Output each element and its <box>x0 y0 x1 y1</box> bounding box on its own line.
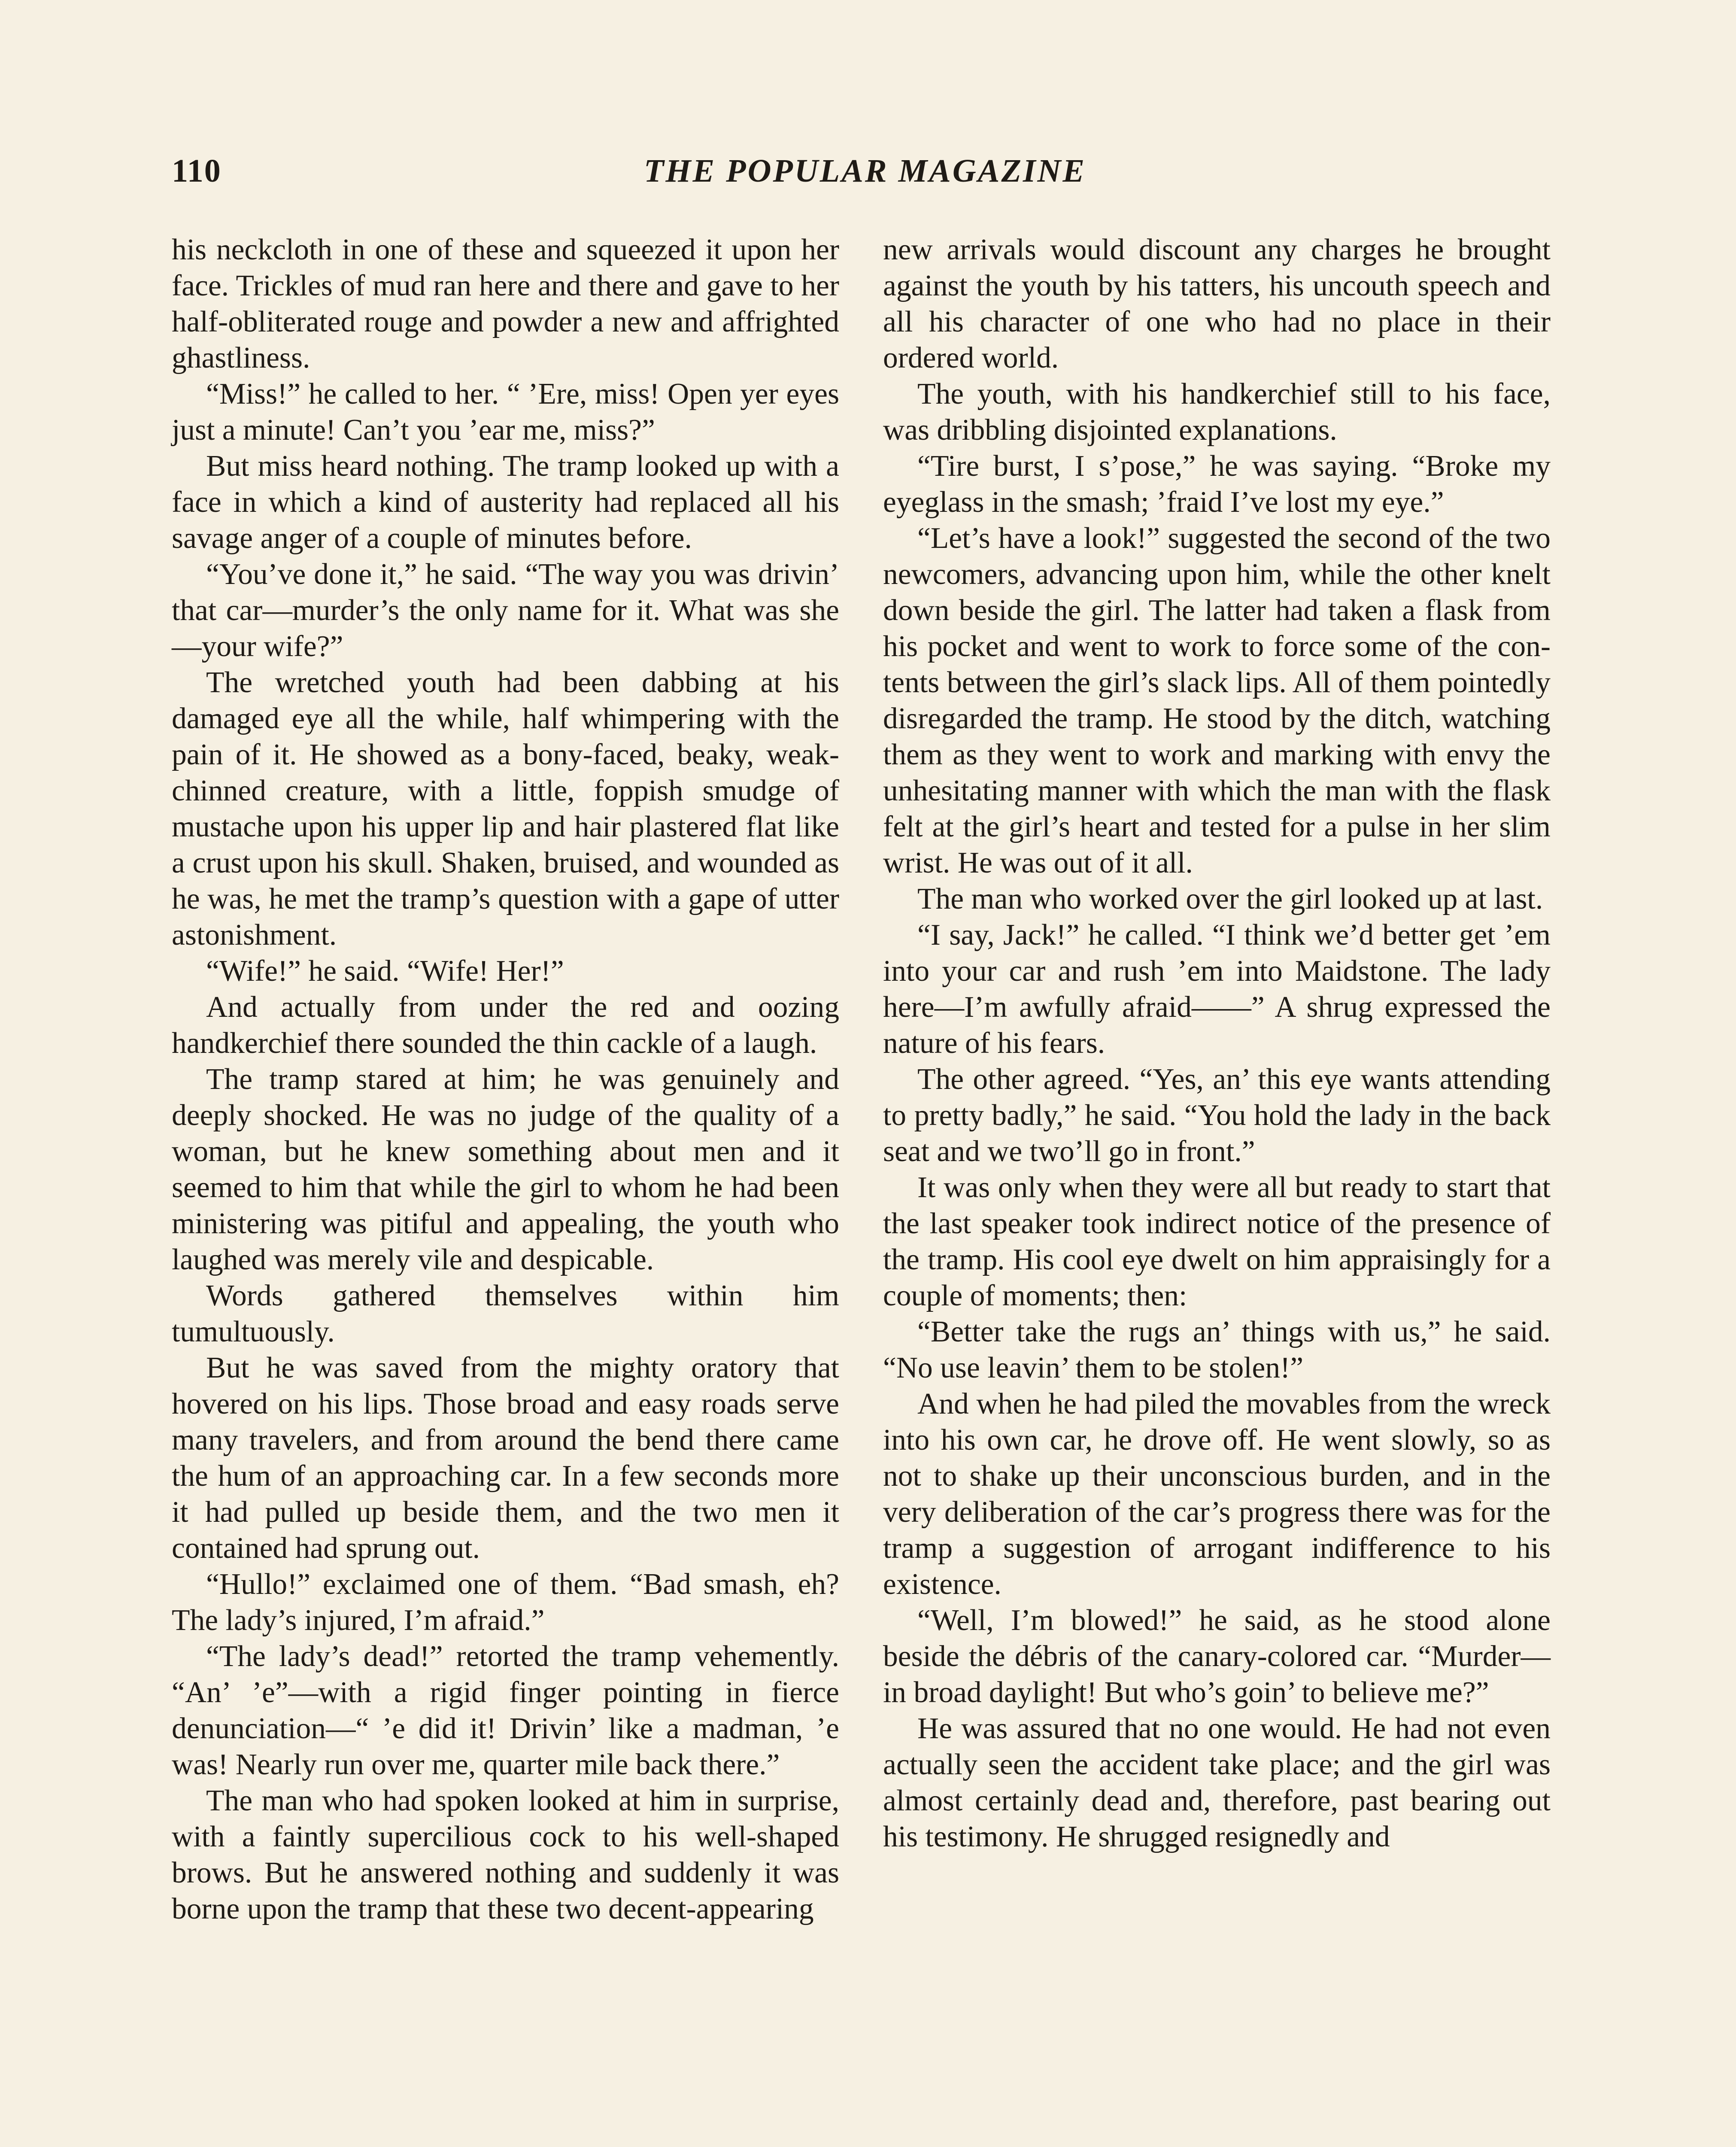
paragraph: “Let’s have a look!” suggested the second of the two newcomers, advancing upon him, while the other knelt down beside the girl. The latter had taken a flask from his pocket and went to work to force some of the contents between the girl’s slack lips. All of them pointedly disregarded the tramp. He stood by the ditch, watching them as they went to work and marking with envy the unhesitating manner with which the man with the flask felt at the girl’s heart and tested for a pulse in her slim wrist. He was out of it all. <box>883 522 1551 879</box>
paragraph: The tramp stared at him; he was genuinely and deeply shocked. He was no judge of the quality of a woman, but he knew something about men and it seemed to him that while the girl to whom he had been ministering was pitiful and appealing, the youth who laughed was merely vile and despicable. <box>172 1063 839 1276</box>
running-head <box>172 152 1558 200</box>
paragraph: He was assured that no one would. He had not even actually seen the accident take place; and the girl was almost certainly dead and, therefore, past bearing out his testimony. He shrugged resignedly and <box>883 1712 1551 1853</box>
paragraph: And actually from under the red and oozing handkerchief there sounded the thin cackle of a laugh. <box>172 991 839 1060</box>
paragraph: The wretched youth had been dabbing at his damaged eye all the while, half whimpering with the pain of it. He showed as a bony-faced, beaky, weak-chinned creature, with a little, foppish smudge of mustache upon his upper lip and hair plastered flat like a crust upon his skull. Shaken, bruised, and wounded as he was, he met the tramp’s question with a gape of utter astonishment. <box>172 666 839 952</box>
page-number: 110 <box>172 153 222 189</box>
paragraph: “The lady’s dead!” retorted the tramp vehemently. “An’ ’e”—with a rigid finger pointing in fierce denunciation—“ ’e did it! Drivin’ like a madman, ’e was! Nearly run over me, quarter mile back there.” <box>172 1640 839 1781</box>
paragraph: The man who worked over the girl looked up at last. <box>917 882 1543 915</box>
paragraph: his neckcloth in one of these and squeezed it upon her face. Trickles of mud ran here and there and gave to her half-obliterated rouge and powder a new and affrighted ghastliness. <box>172 233 839 374</box>
paragraph: “You’ve done it,” he said. “The way you was drivin’ that car—murder’s the only name for it. What was she—your wife?” <box>172 558 839 663</box>
paragraph: “Hullo!” exclaimed one of them. “Bad smash, eh? The lady’s injured, I’m afraid.” <box>172 1568 839 1637</box>
left-column <box>172 232 839 1927</box>
magazine-title: THE POPULAR MAGAZINE <box>643 153 1087 189</box>
paragraph: “Wife!” he said. “Wife! Her!” <box>206 955 564 988</box>
paragraph: “I say, Jack!” he called. “I think we’d better get ’em into your car and rush ’em into Maidstone. The lady here—I’m awfully afraid——” A shrug expressed the nature of his fears. <box>883 918 1551 1060</box>
paragraph: “Miss!” he called to her. “ ’Ere, miss! Open yer eyes just a minute! Can’t you ’ear me, miss?” <box>172 377 839 447</box>
paragraph: Words gathered themselves within him tumultuously. <box>172 1279 839 1348</box>
right-column <box>883 232 1551 1855</box>
paragraph: But he was saved from the mighty oratory that hovered on his lips. Those broad and easy roads serve many travelers, and from around the bend there came the hum of an approaching car. In a few seconds more it had pulled up beside them, and the two men it contained had sprung out. <box>172 1351 839 1565</box>
paragraph: “Better take the rugs an’ things with us,” he said. “No use leavin’ them to be stolen!” <box>883 1315 1551 1384</box>
paragraph: The youth, with his handkerchief still to his face, was dribbling disjointed explanations. <box>883 377 1551 447</box>
paragraph: “Well, I’m blowed!” he said, as he stood alone beside the débris of the canary-colored car. “Murder—in broad daylight! But who’s goin’ to believe me?” <box>883 1604 1551 1709</box>
paragraph: “Tire burst, I s’pose,” he was saying. “Broke my eyeglass in the smash; ’fraid I’ve lost my eye.” <box>883 450 1551 519</box>
paragraph: It was only when they were all but ready to start that the last speaker took indirect notice of the presence of the tramp. His cool eye dwelt on him appraisingly for a couple of moments; then: <box>883 1171 1551 1312</box>
paragraph: new arrivals would discount any charges he brought against the youth by his tatters, his uncouth speech and all his character of one who had no place in their ordered world. <box>883 233 1551 374</box>
paragraph: The other agreed. “Yes, an’ this eye wants attending to pretty badly,” he said. “You hold the lady in the back seat and we two’ll go in front.” <box>883 1063 1551 1168</box>
paragraph: The man who had spoken looked at him in surprise, with a faintly supercilious cock to his well-shaped brows. But he answered nothing and suddenly it was borne upon the tramp that these two decent-appearing <box>172 1784 839 1925</box>
paragraph: But miss heard nothing. The tramp looked up with a face in which a kind of austerity had replaced all his savage anger of a couple of minutes before. <box>172 450 839 555</box>
paragraph: And when he had piled the movables from the wreck into his own car, he drove off. He went slowly, so as not to shake up their unconscious burden, and in the very deliberation of the car’s progress there was for the tramp a suggestion of arrogant indifference to his existence. <box>883 1387 1551 1601</box>
